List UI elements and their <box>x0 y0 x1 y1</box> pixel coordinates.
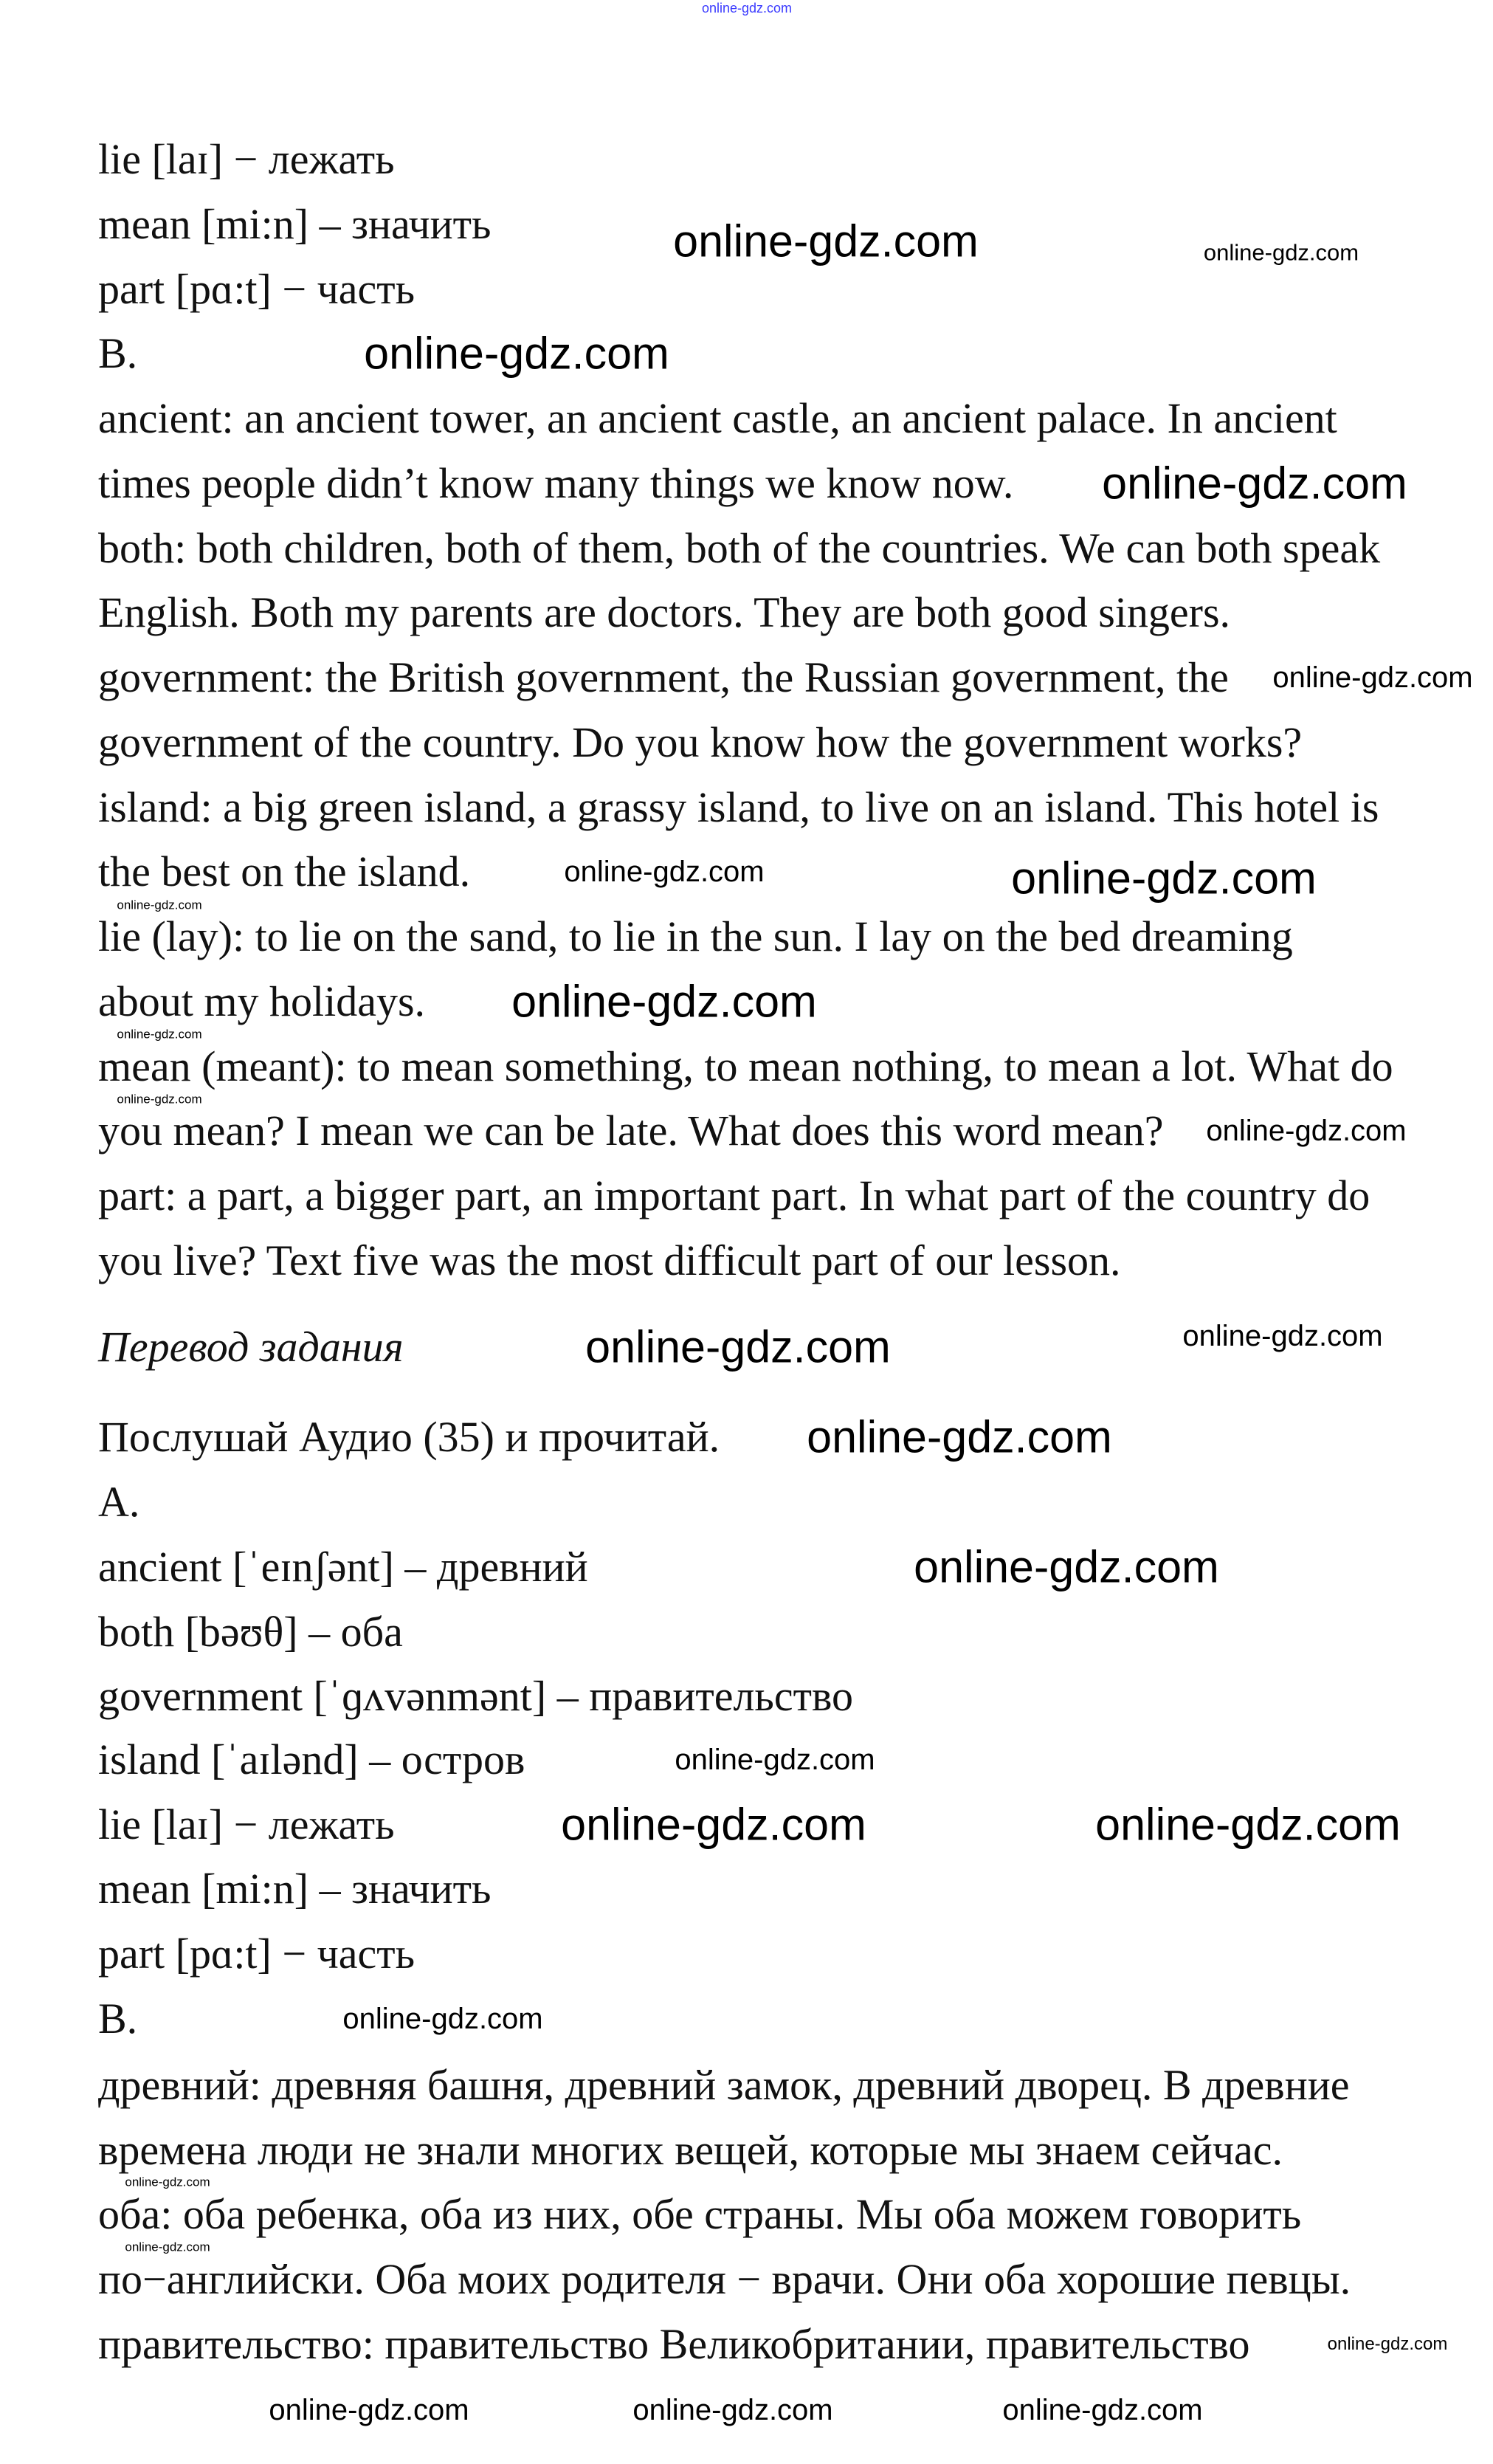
text-line: English. Both my parents are doctors. They are both good singers. <box>98 588 1231 636</box>
watermark: online-gdz.com <box>675 1744 875 1776</box>
vocab-line: mean [mi:n] – значить <box>98 1865 492 1913</box>
vocab-line: ancient [ˈeɪnʃənt] – древний <box>98 1543 588 1591</box>
watermark: online-gdz.com <box>914 1541 1219 1592</box>
watermark: online-gdz.com <box>632 2394 833 2426</box>
watermark: online-gdz.com <box>1327 2334 1448 2354</box>
watermark: online-gdz.com <box>1182 1320 1383 1352</box>
text-line: the best on the island. <box>98 847 471 895</box>
text-line: both: both children, both of them, both of the countries. We can both speak <box>98 524 1381 572</box>
watermark: online-gdz.com <box>701 1 793 16</box>
section-label: B. <box>98 1995 138 2043</box>
text-line: government: the British government, the Russian government, the <box>98 653 1229 701</box>
text-line: оба: оба ребенка, оба из них, обе страны. Мы оба можем говорить <box>98 2190 1302 2238</box>
watermark: online-gdz.com <box>125 2175 210 2189</box>
text-line: древний: древняя башня, древний замок, древний дворец. В древние <box>98 2061 1350 2109</box>
watermark: online-gdz.com <box>1102 458 1407 509</box>
text-line: lie (lay): to lie on the sand, to lie in the sun. I lay on the bed dreaming <box>98 912 1293 960</box>
text-line: ancient: an ancient tower, an ancient castle, an ancient palace. In ancient <box>98 394 1337 442</box>
watermark: online-gdz.com <box>117 898 202 912</box>
instruction-line: Послушай Аудио (35) и прочитай. <box>98 1413 720 1461</box>
watermark: online-gdz.com <box>1206 1115 1407 1147</box>
watermark: online-gdz.com <box>1095 1799 1401 1850</box>
text-line: government of the country. Do you know how the government works? <box>98 718 1303 766</box>
watermark: online-gdz.com <box>564 856 765 888</box>
vocab-line: island [ˈaɪlənd] – остров <box>98 1735 525 1783</box>
text-line: part: a part, a bigger part, an important part. In what part of the country do <box>98 1171 1370 1219</box>
watermark: online-gdz.com <box>1203 239 1359 266</box>
text-line: you mean? I mean we can be late. What does this word mean? <box>98 1107 1164 1154</box>
watermark: online-gdz.com <box>673 216 979 266</box>
section-label: A. <box>98 1478 140 1526</box>
vocab-line: government [ˈɡʌvənmənt] – правительство <box>98 1672 853 1720</box>
text-line: about my holidays. <box>98 977 426 1025</box>
watermark: online-gdz.com <box>1002 2394 1203 2426</box>
section-label: B. <box>98 329 138 377</box>
watermark: online-gdz.com <box>807 1411 1112 1462</box>
watermark: online-gdz.com <box>1272 661 1473 694</box>
watermark: online-gdz.com <box>364 328 669 379</box>
text-line: по−английски. Оба моих родителя − врачи. Они оба хорошие певцы. <box>98 2255 1351 2303</box>
text-line: you live? Text five was the most difficult part of our lesson. <box>98 1236 1121 1284</box>
watermark: online-gdz.com <box>117 1027 202 1042</box>
text-line: times people didn’t know many things we know now. <box>98 459 1014 507</box>
watermark: online-gdz.com <box>125 2240 210 2254</box>
watermark: online-gdz.com <box>511 976 817 1027</box>
vocab-line: mean [mi:n] – значить <box>98 200 492 248</box>
text-line: времена люди не знали многих вещей, которые мы знаем сейчас. <box>98 2126 1283 2174</box>
translation-heading: Перевод задания <box>98 1323 404 1371</box>
vocab-line: lie [laɪ] − лежать <box>98 1800 395 1848</box>
watermark: online-gdz.com <box>1011 853 1317 904</box>
vocab-line: both [bəʊθ] – оба <box>98 1608 403 1656</box>
watermark: online-gdz.com <box>585 1321 891 1372</box>
watermark: online-gdz.com <box>117 1092 202 1107</box>
watermark: online-gdz.com <box>561 1799 866 1850</box>
text-line: правительство: правительство Великобритании, правительство <box>98 2320 1250 2368</box>
vocab-line: part [pɑ:t] − часть <box>98 1930 416 1978</box>
vocab-line: lie [laɪ] − лежать <box>98 135 395 183</box>
vocab-line: part [pɑ:t] − часть <box>98 265 416 313</box>
text-line: mean (meant): to mean something, to mean nothing, to mean a lot. What do <box>98 1042 1393 1090</box>
text-line: island: a big green island, a grassy island, to live on an island. This hotel is <box>98 783 1379 831</box>
watermark: online-gdz.com <box>269 2394 469 2426</box>
watermark: online-gdz.com <box>342 2003 543 2035</box>
